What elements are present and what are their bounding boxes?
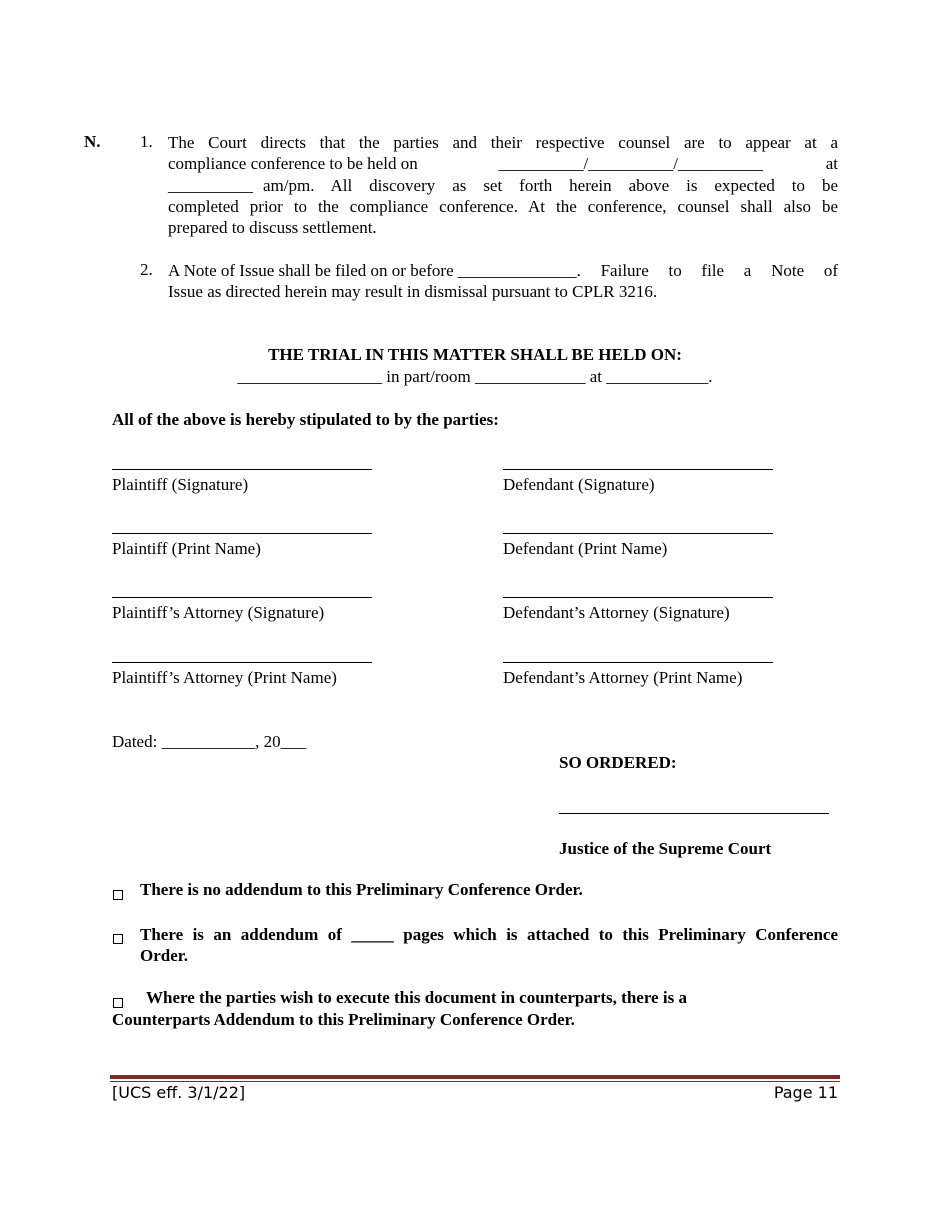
item-1-line-2: compliance conference to be held on __________/__________/__________ at	[168, 154, 838, 174]
item-1-line-3: __________ am/pm. All discovery as set forth herein above is expected to be	[168, 175, 838, 195]
counterparts-label-line-2: Counterparts Addendum to this Preliminary Conference Order.	[112, 1010, 575, 1029]
counterparts-label-line-1: Where the parties wish to execute this document in counterparts, there is a	[146, 988, 687, 1007]
plaintiff-signature-line[interactable]	[112, 469, 372, 470]
defendant-attorney-print-name-label: Defendant’s Attorney (Print Name)	[503, 668, 743, 687]
so-ordered-label: SO ORDERED:	[559, 753, 677, 772]
footer-divider-thin	[110, 1081, 840, 1082]
defendant-signature-label: Defendant (Signature)	[503, 475, 655, 494]
item-2-number: 2.	[140, 260, 153, 279]
defendant-attorney-signature-line[interactable]	[503, 597, 773, 598]
plaintiff-print-name-label: Plaintiff (Print Name)	[112, 539, 261, 558]
stipulation-heading: All of the above is hereby stipulated to by the parties:	[112, 410, 499, 429]
item-2-text	[168, 260, 838, 303]
footer-divider-thick	[110, 1075, 840, 1079]
defendant-signature-line[interactable]	[503, 469, 773, 470]
item-1-number: 1.	[140, 132, 153, 151]
plaintiff-attorney-print-name-line[interactable]	[112, 662, 372, 663]
note-of-issue-date-field[interactable]: ______________	[457, 261, 577, 280]
footer-revision: [UCS eff. 3/1/22]	[112, 1083, 246, 1102]
trial-heading: THE TRIAL IN THIS MATTER SHALL BE HELD ON:	[268, 345, 682, 364]
item-2-line-1: A Note of Issue shall be filed on or before ______________ . Failure to file a Note of	[168, 261, 838, 280]
item-1-text	[168, 132, 838, 238]
trial-details-line: _________________ in part/room _____________ at ____________.	[237, 367, 713, 386]
defendant-attorney-print-name-line[interactable]	[503, 662, 773, 663]
section-letter: N.	[84, 132, 101, 151]
defendant-attorney-signature-label: Defendant’s Attorney (Signature)	[503, 603, 730, 622]
defendant-print-name-line[interactable]	[503, 533, 773, 534]
item-1-line-1: The Court directs that the parties and their respective counsel are to appear at a	[168, 133, 838, 152]
item-1-line-4: completed prior to the compliance conference. At the conference, counsel shall also be	[168, 196, 838, 216]
plaintiff-print-name-line[interactable]	[112, 533, 372, 534]
item-1-line-5: prepared to discuss settlement.	[168, 218, 377, 238]
compliance-time-field[interactable]: __________	[168, 175, 253, 195]
plaintiff-attorney-print-name-label: Plaintiff’s Attorney (Print Name)	[112, 668, 337, 687]
defendant-print-name-label: Defendant (Print Name)	[503, 539, 668, 558]
addendum-checkbox[interactable]	[113, 929, 123, 949]
item-2-line-2: Issue as directed herein may result in dismissal pursuant to CPLR 3216.	[168, 282, 658, 302]
justice-signature-line[interactable]	[559, 813, 829, 814]
plaintiff-signature-label: Plaintiff (Signature)	[112, 475, 249, 494]
plaintiff-attorney-signature-line[interactable]	[112, 597, 372, 598]
justice-label: Justice of the Supreme Court	[559, 839, 772, 858]
no-addendum-checkbox[interactable]	[113, 885, 123, 905]
footer-page-number: Page 11	[773, 1083, 838, 1102]
addendum-label: There is an addendum of _____ pages which is attached to this Preliminary Conference Order.	[140, 925, 838, 966]
compliance-date-field[interactable]: __________/__________/__________	[498, 154, 763, 174]
no-addendum-label: There is no addendum to this Preliminary Conference Order.	[140, 880, 583, 899]
dated-field[interactable]: Dated: ___________, 20___	[112, 732, 307, 751]
plaintiff-attorney-signature-label: Plaintiff’s Attorney (Signature)	[112, 603, 325, 622]
